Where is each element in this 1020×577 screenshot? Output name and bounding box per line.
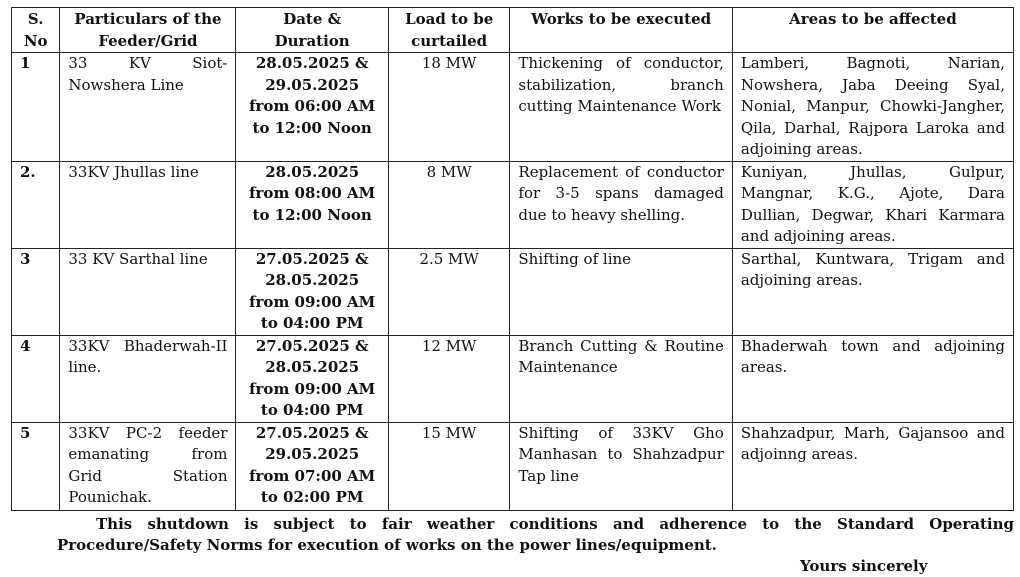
cell-feeder: 33 KV Sarthal line [60, 248, 236, 335]
cell-works: Shifting of line [510, 248, 732, 335]
header-sno: S. No [12, 8, 60, 53]
table-row [12, 248, 1014, 335]
cell-areas: Shahzadpur, Marh, Gajansoo and adjoinng areas. [732, 422, 1013, 510]
cell-areas: Sarthal, Kuntwara, Trigam and adjoining areas. [732, 248, 1013, 335]
cell-date: 27.05.2025 & 28.05.2025 from 09:00 AM to 04:00 PM [236, 335, 388, 422]
header-feeder: Particulars of the Feeder/Grid [60, 8, 236, 53]
cell-feeder: 33KV Bhaderwah-II line. [60, 335, 236, 422]
table-row [12, 422, 1014, 510]
cell-sno: 2. [12, 161, 60, 248]
cell-feeder: 33KV Jhullas line [60, 161, 236, 248]
cell-works: Shifting of 33KV Gho Manhasan to Shahzadpur Tap line [510, 422, 732, 510]
cell-works: Thickening of conductor, stabilization, branch cutting Maintenance Work [510, 53, 732, 162]
cell-areas: Kuniyan, Jhullas, Gulpur, Mangnar, K.G., Ajote, Dara Dullian, Degwar, Khari Karmara and adjoining areas. [732, 161, 1013, 248]
cell-works: Branch Cutting & Routine Maintenance [510, 335, 732, 422]
table-row [12, 335, 1014, 422]
cell-areas: Lamberi, Bagnoti, Narian, Nowshera, Jaba Deeing Syal, Nonial, Manpur, Chowki-Jangher, Qila, Darhal, Rajpora Laroka and adjoining areas. [732, 53, 1013, 162]
cell-sno: 3 [12, 248, 60, 335]
closing-salutation: Yours sincerely [800, 557, 928, 575]
header-date: Date & Duration [236, 8, 388, 53]
cell-load: 12 MW [388, 335, 510, 422]
header-load: Load to be curtailed [388, 8, 510, 53]
header-works: Works to be executed [510, 8, 732, 53]
cell-areas: Bhaderwah town and adjoining areas. [732, 335, 1013, 422]
header-areas: Areas to be affected [732, 8, 1013, 53]
shutdown-note: This shutdown is subject to fair weather conditions and adherence to the Standard Operating Procedure/Safety Norms for execution of works on the power lines/equipment. [57, 515, 1014, 554]
cell-load: 18 MW [388, 53, 510, 162]
table-header-row [12, 8, 1014, 53]
cell-feeder: 33KV PC-2 feeder emanating from Grid Station Pounichak. [60, 422, 236, 510]
cell-works: Replacement of conductor for 3-5 spans damaged due to heavy shelling. [510, 161, 732, 248]
cell-date: 27.05.2025 & 29.05.2025 from 07:00 AM to 02:00 PM [236, 422, 388, 510]
cell-load: 15 MW [388, 422, 510, 510]
shutdown-schedule-table [11, 7, 1014, 511]
cell-date: 28.05.2025 & 29.05.2025 from 06:00 AM to 12:00 Noon [236, 53, 388, 162]
table-row [12, 53, 1014, 162]
table-row [12, 161, 1014, 248]
cell-sno: 4 [12, 335, 60, 422]
cell-sno: 5 [12, 422, 60, 510]
cell-sno: 1 [12, 53, 60, 162]
cell-date: 28.05.2025 from 08:00 AM to 12:00 Noon [236, 161, 388, 248]
cell-feeder: 33 KV Siot-Nowshera Line [60, 53, 236, 162]
cell-load: 2.5 MW [388, 248, 510, 335]
cell-date: 27.05.2025 & 28.05.2025 from 09:00 AM to 04:00 PM [236, 248, 388, 335]
cell-load: 8 MW [388, 161, 510, 248]
